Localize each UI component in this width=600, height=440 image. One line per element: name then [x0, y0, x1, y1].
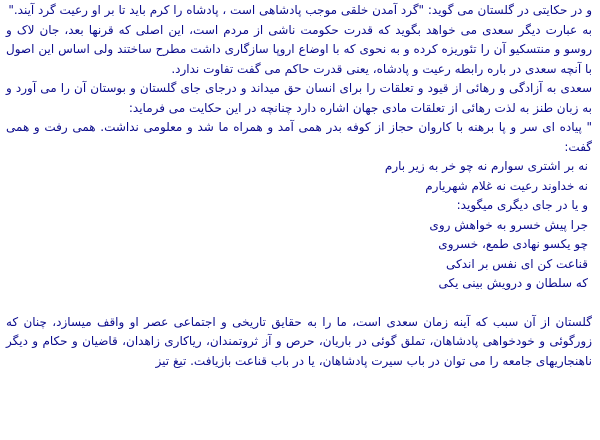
verse-line: چو یکسو نهادی طمع، خسروی [438, 237, 588, 251]
verse-intro-line: و یا در جای دیگری میگوید: [456, 198, 588, 212]
paragraph-power-from-people: به عبارت دیگر سعدی می خواهد بگوید که قدرت حکومت ناشی از مردم است، این اصلی که قرنها بعد، جان لاک و روسو و منتسکیو آن را تئوریزه کرده و به نحوی که با اوضاع اروپا سازگاری داشت مطرح ساختند ولی اساس این اصول با آنچه سعدی در باره رابطه رعیت و پادشاه، یعنی قدرت حاکم می گفت تفاوت ندارد. [6, 22, 592, 76]
verse-line: نه بر اشتری سوارم نه چو خر به زیر بارم [384, 159, 588, 173]
paragraph-freedom-from-attachments: سعدی به آزادگی و رهائی از قیود و تعلقات را برای انسان حق میداند و درجای جای گلستان و بوستان آن را می آورد و به زبان طنز به لذت رهائی از تعلقات مادی جهان اشاره دارد چنانچه در این حکایت می فرماید: [6, 81, 592, 115]
verse-line: قناعت کن ای نفس بر اندکی [446, 256, 588, 271]
verse-line: که سلطان و درویش بینی یکی [438, 276, 588, 290]
verse-line: جرا پیش خسرو به خواهش روی [429, 217, 588, 232]
paragraph-golestan-quote: و در حکایتی در گلستان می گوید: "گرد آمدن خلقی موجب پادشاهی است ، پادشاه را کرم باید تا بر او رعیت گرد آیند." [8, 3, 592, 17]
paragraph-golestan-mirror: گلستان از آن سبب که آینه زمان سعدی است، ما را به حقایق تاریخی و اجتماعی عصر او واقف میسازد، چنان که زورگوئی و خودخواهی پادشاهان، تملق گوئی در باریان، حرص و آز ثروتمندان، ریاکاری زاهدان، قاضیان و حکام و دیگر ناهنجاریهای جامعه را می توان در باب سیرت پادشاهان، یا در باب قناعت بازیافت. تیغ تیز [6, 314, 592, 368]
paragraph-gap [6, 294, 592, 313]
verse-line: نه خداوند رعیت نه غلام شهریارم [425, 178, 588, 193]
paragraph-barefoot-traveler: " پیاده ای سر و پا برهنه با کاروان حجاز از کوفه بدر همی آمد و همراه ما شد و معلومی نداشت. همی رفت و همی گفت: [6, 120, 592, 154]
